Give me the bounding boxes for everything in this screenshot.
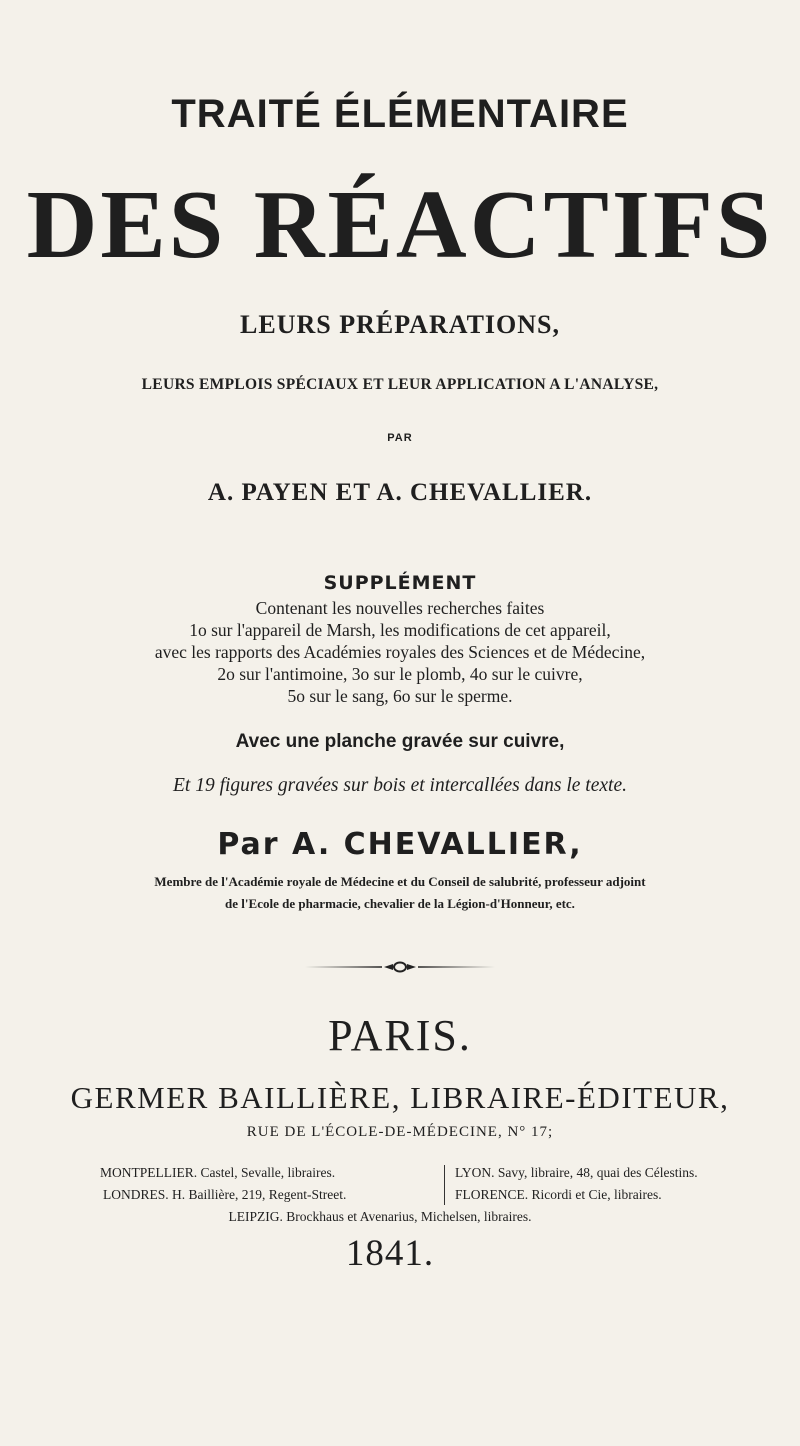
- distributor-londres: LONDRES. H. Baillière, 219, Regent-Street.: [103, 1187, 347, 1202]
- distributor-divider: [444, 1165, 445, 1205]
- supplement-line-5: 5o sur le sang, 6o sur le sperme.: [287, 686, 513, 706]
- title-line-1: TRAITÉ ÉLÉMENTAIRE: [171, 92, 629, 136]
- author-byline: Par A. CHEVALLIER,: [217, 827, 583, 862]
- author-credentials-1: Membre de l'Académie royale de Médecine et du Conseil de salubrité, professeur adjoint: [154, 874, 646, 889]
- supplement-heading: SUPPLÉMENT: [323, 572, 477, 594]
- distributor-lyon: LYON. Savy, libraire, 48, quai des Célestins.: [455, 1165, 698, 1180]
- by-label: PAR: [387, 432, 413, 444]
- supplement-line-3: avec les rapports des Académies royales des Sciences et de Médecine,: [154, 642, 646, 662]
- authors-line: A. PAYEN ET A. CHEVALLIER.: [207, 479, 593, 506]
- distributor-florence: FLORENCE. Ricordi et Cie, libraires.: [455, 1187, 662, 1202]
- imprint-publisher: GERMER BAILLIÈRE, LIBRAIRE-ÉDITEUR,: [70, 1080, 730, 1115]
- publication-year: 1841.: [345, 1233, 435, 1274]
- distributor-leipzig: LEIPZIG. Brockhaus et Avenarius, Michelsen, libraires.: [228, 1209, 532, 1224]
- author-credentials-2: de l'Ecole de pharmacie, chevalier de la Légion-d'Honneur, etc.: [225, 896, 575, 911]
- imprint-city: PARIS.: [328, 1011, 472, 1060]
- subtitle-preparations: LEURS PRÉPARATIONS,: [240, 310, 560, 339]
- ornament-divider: [300, 960, 500, 974]
- distributor-montpellier: MONTPELLIER. Castel, Sevalle, libraires.: [100, 1165, 336, 1180]
- supplement-line-2: 1o sur l'appareil de Marsh, les modifications de cet appareil,: [189, 620, 611, 640]
- figures-note: Et 19 figures gravées sur bois et intercallées dans le texte.: [172, 775, 627, 796]
- supplement-line-1: Contenant les nouvelles recherches faites: [255, 598, 545, 618]
- main-title: DES RÉACTIFS: [26, 171, 774, 279]
- imprint-address: RUE DE L'ÉCOLE-DE-MÉDECINE, N° 17;: [246, 1124, 554, 1140]
- subtitle-uses: LEURS EMPLOIS SPÉCIAUX ET LEUR APPLICATION A L'ANALYSE,: [141, 376, 659, 393]
- supplement-line-4: 2o sur l'antimoine, 3o sur le plomb, 4o sur le cuivre,: [217, 664, 583, 684]
- plate-note: Avec une planche gravée sur cuivre,: [235, 731, 565, 752]
